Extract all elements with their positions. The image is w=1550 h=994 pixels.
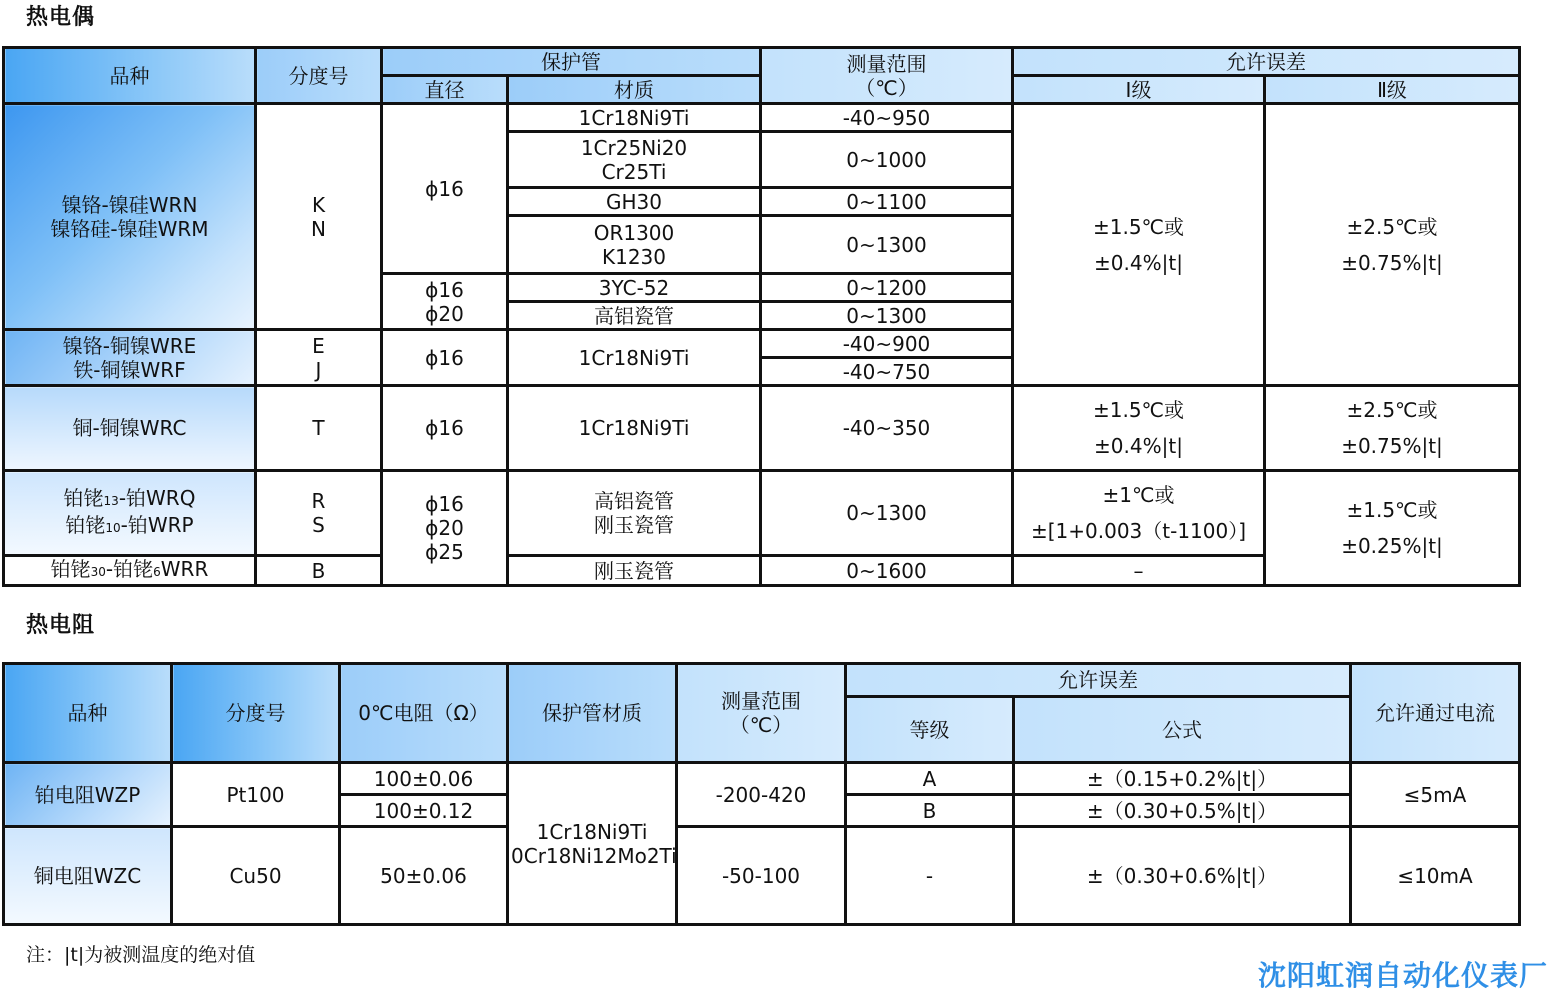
current-cell: ≤5mA [1351, 763, 1520, 827]
formula-cell: ±（0.30+0.6%|t|） [1014, 827, 1351, 925]
tolerance-grade1-k: ±1.5℃或 ±0.4%|t| [1013, 104, 1265, 386]
material-cell: 1Cr25Ni20 Cr25Ti [508, 132, 761, 188]
formula-cell: ±（0.15+0.2%|t|） [1014, 763, 1351, 795]
tolerance-grade2-rsb: ±1.5℃或 ±0.25%|t| [1265, 471, 1520, 586]
grade-cell: - [846, 827, 1014, 925]
tolerance-grade1-rs: ±1℃或 ±[1+0.003（t-1100）] [1013, 471, 1265, 556]
rtd-table [2, 662, 1521, 926]
resistance-cell: 100±0.12 [340, 795, 508, 827]
th-variety: 品种 [4, 48, 256, 104]
th-tolerance: 允许误差 [1013, 48, 1520, 76]
graduation-t: T [256, 386, 382, 471]
th-material: 材质 [508, 76, 761, 104]
range-cell: 0~1300 [761, 471, 1013, 556]
graduation-b: B [256, 556, 382, 586]
range-cell: 0~1000 [761, 132, 1013, 188]
range-cell: -40~750 [761, 358, 1013, 386]
grade-cell: A [846, 763, 1014, 795]
formula-cell: ±（0.30+0.5%|t|） [1014, 795, 1351, 827]
th-variety: 品种 [4, 664, 172, 763]
graduation-pt100: Pt100 [172, 763, 340, 827]
tolerance-grade1-b: – [1013, 556, 1265, 586]
th-current: 允许通过电流 [1351, 664, 1520, 763]
th-grade-1: Ⅰ级 [1013, 76, 1265, 104]
graduation-k-n: K N [256, 104, 382, 330]
range-cell: 0~1300 [761, 216, 1013, 274]
material-cell: 3YC-52 [508, 274, 761, 302]
variety-wrc: 铜-铜镍WRC [4, 386, 256, 471]
material-cell: 刚玉瓷管 [508, 556, 761, 586]
variety-wrn-wrm: 镍铬-镍硅WRN 镍铬硅-镍硅WRM [4, 104, 256, 330]
diameter-16-20-25: ϕ16 ϕ20 ϕ25 [382, 471, 508, 586]
range-cell: -40~350 [761, 386, 1013, 471]
rtd-section-title: 热电阻 [26, 613, 96, 638]
th-graduation: 分度号 [256, 48, 382, 104]
diameter-16: ϕ16 [382, 104, 508, 274]
resistance-cell: 50±0.06 [340, 827, 508, 925]
footnote: 注：|t|为被测温度的绝对值 [26, 944, 256, 966]
tolerance-grade2-t: ±2.5℃或 ±0.75%|t| [1265, 386, 1520, 471]
th-grade: 等级 [846, 697, 1014, 763]
thermocouple-section-title: 热电偶 [26, 5, 96, 30]
graduation-r-s: R S [256, 471, 382, 556]
material-cell: 高铝瓷管 刚玉瓷管 [508, 471, 761, 556]
material-cell: 1Cr18Ni9Ti [508, 386, 761, 471]
range-cell: 0~1200 [761, 274, 1013, 302]
material-cell: OR1300 K1230 [508, 216, 761, 274]
th-diameter: 直径 [382, 76, 508, 104]
range-cell: 0~1300 [761, 302, 1013, 330]
graduation-e-j: E J [256, 330, 382, 386]
tube-material-cell: 1Cr18Ni9Ti 0Cr18Ni12Mo2Ti [508, 763, 677, 925]
current-cell: ≤10mA [1351, 827, 1520, 925]
th-formula: 公式 [1014, 697, 1351, 763]
range-cell: 0~1600 [761, 556, 1013, 586]
variety-wrq-wrp: 铂铑13-铂WRQ 铂铑10-铂WRP [4, 471, 256, 556]
th-resistance: 0℃电阻（Ω） [340, 664, 508, 763]
material-cell: 1Cr18Ni9Ti [508, 330, 761, 386]
diameter-cell: ϕ16 [382, 386, 508, 471]
company-name: 沈阳虹润自动化仪表厂 [1257, 959, 1548, 992]
graduation-cu50: Cu50 [172, 827, 340, 925]
variety-wzc: 铜电阻WZC [4, 827, 172, 925]
material-cell: GH30 [508, 188, 761, 216]
material-cell: 1Cr18Ni9Ti [508, 104, 761, 132]
variety-wrr: 铂铑30-铂铑6WRR [4, 556, 256, 586]
th-graduation: 分度号 [172, 664, 340, 763]
diameter-cell: ϕ16 [382, 330, 508, 386]
range-cell: -40~900 [761, 330, 1013, 358]
th-range: 测量范围 （℃） [761, 48, 1013, 104]
variety-wzp: 铂电阻WZP [4, 763, 172, 827]
th-range: 测量范围 （℃） [677, 664, 846, 763]
diameter-16-20: ϕ16 ϕ20 [382, 274, 508, 330]
resistance-cell: 100±0.06 [340, 763, 508, 795]
range-cell: -200-420 [677, 763, 846, 827]
range-cell: 0~1100 [761, 188, 1013, 216]
th-tube-material: 保护管材质 [508, 664, 677, 763]
grade-cell: B [846, 795, 1014, 827]
th-protect-tube: 保护管 [382, 48, 761, 76]
th-tolerance: 允许误差 [846, 664, 1351, 697]
tolerance-grade1-t: ±1.5℃或 ±0.4%|t| [1013, 386, 1265, 471]
thermocouple-table [2, 46, 1521, 587]
range-cell: -40~950 [761, 104, 1013, 132]
variety-wre-wrf: 镍铬-铜镍WRE 铁-铜镍WRF [4, 330, 256, 386]
material-cell: 高铝瓷管 [508, 302, 761, 330]
tolerance-grade2-k: ±2.5℃或 ±0.75%|t| [1265, 104, 1520, 386]
range-cell: -50-100 [677, 827, 846, 925]
th-grade-2: Ⅱ级 [1265, 76, 1520, 104]
